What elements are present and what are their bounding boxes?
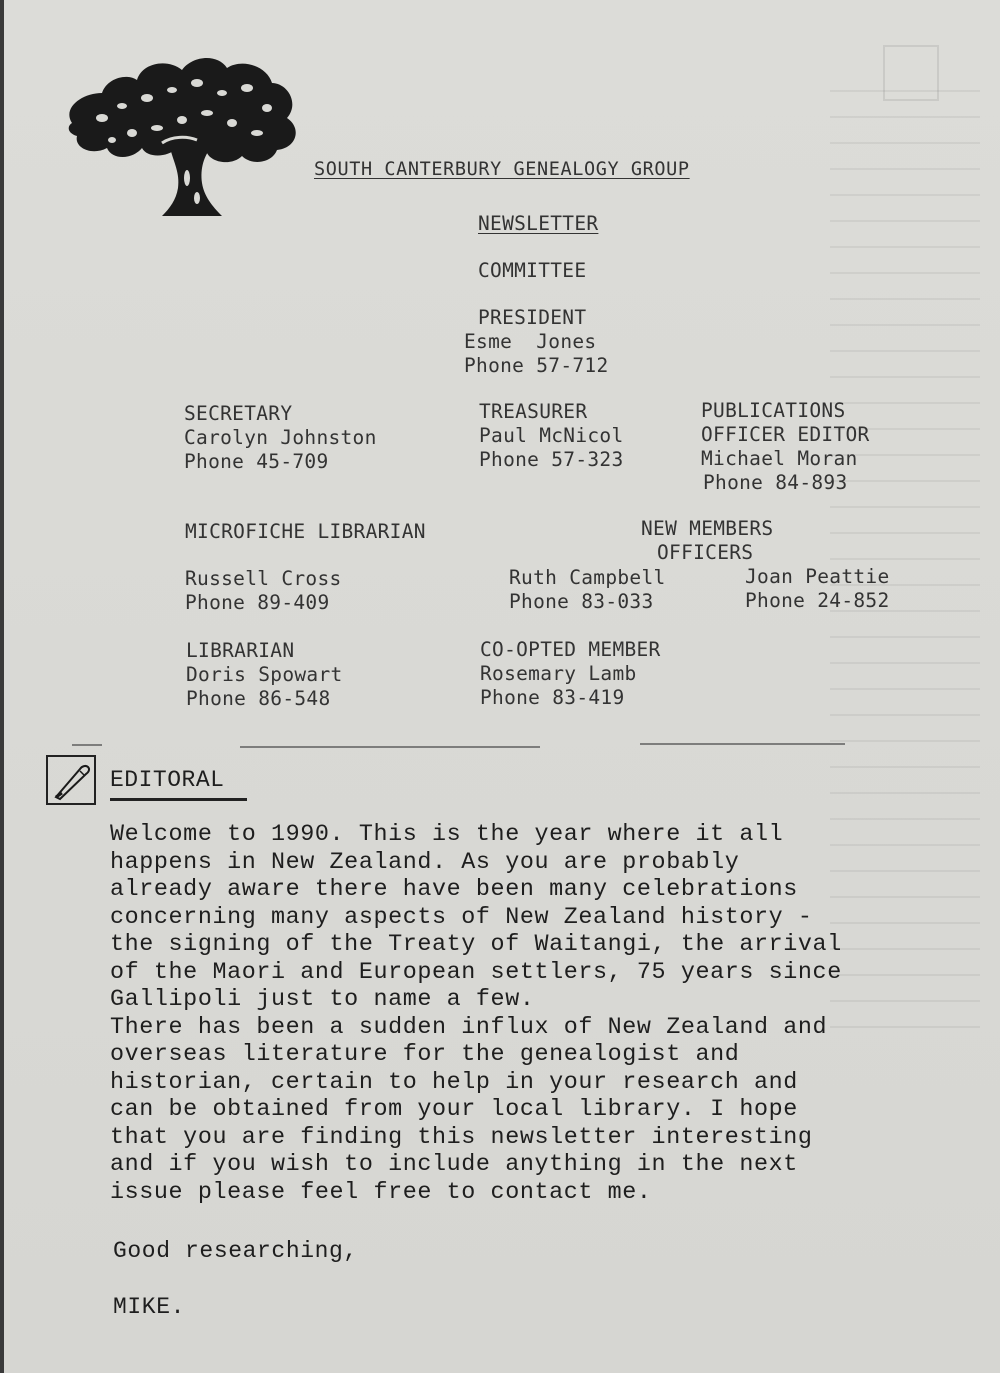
editorial-line: already aware there have been many celebrations — [110, 877, 798, 903]
publications-phone: Phone 84-893 — [703, 471, 848, 494]
editorial-line: overseas literature for the genealogist and — [110, 1042, 740, 1068]
editorial-line: issue please feel free to contact me. — [110, 1179, 652, 1206]
editorial-line: that you are finding this newsletter interesting — [110, 1124, 813, 1151]
section-divider — [240, 746, 540, 748]
publications-role-line2: OFFICER EDITOR — [701, 423, 870, 446]
librarian-role: LIBRARIAN — [186, 639, 295, 662]
secretary-role: SECRETARY — [184, 402, 293, 425]
treasurer-name: Paul McNicol — [479, 424, 624, 447]
treasurer-role: TREASURER — [479, 400, 588, 423]
committee-heading: COMMITTEE — [478, 259, 587, 282]
editorial-line: There has been a sudden influx of New Zealand and — [110, 1014, 828, 1041]
newsletter-heading: NEWSLETTER — [478, 212, 599, 235]
new-member-name: Ruth Campbell — [509, 566, 666, 589]
editorial-line: can be obtained from your local library. I hope — [110, 1097, 798, 1123]
new-members-role-line1: NEW MEMBERS — [641, 517, 774, 540]
librarian-name: Doris Spowart — [186, 663, 343, 686]
editorial-line: of the Maori and European settlers, 75 years since — [110, 959, 842, 986]
organization-title: SOUTH CANTERBURY GENEALOGY GROUP — [314, 159, 690, 180]
president-name: Esme Jones — [464, 330, 597, 353]
new-member-name: Joan Peattie — [745, 565, 890, 588]
new-member-phone: Phone 83-033 — [509, 590, 654, 613]
editorial-line: concerning many aspects of New Zealand history - — [110, 904, 813, 931]
treasurer-phone: Phone 57-323 — [479, 448, 624, 471]
new-member-phone: Phone 24-852 — [745, 589, 890, 612]
librarian-phone: Phone 86-548 — [186, 687, 331, 710]
editorial-line: the signing of the Treaty of Waitangi, the arrival — [110, 932, 842, 958]
publications-name: Michael Moran — [701, 447, 858, 470]
microfiche-name: Russell Cross — [185, 567, 342, 590]
editorial-heading: EDITORAL — [110, 767, 225, 793]
microfiche-role: MICROFICHE LIBRARIAN — [185, 520, 426, 543]
president-role: PRESIDENT — [478, 306, 587, 329]
section-divider — [640, 743, 845, 745]
section-divider — [72, 744, 102, 746]
editorial-line: and if you wish to include anything in the next — [110, 1152, 798, 1178]
page-edge-shadow — [0, 0, 4, 1373]
bleed-through-stamp — [883, 45, 939, 101]
new-members-role-line2: OFFICERS — [657, 541, 754, 564]
signature: MIKE. — [113, 1294, 186, 1320]
co-opted-role: CO-OPTED MEMBER — [480, 638, 661, 661]
editorial-body — [110, 822, 980, 1207]
co-opted-phone: Phone 83-419 — [480, 686, 625, 709]
publications-role-line1: PUBLICATIONS — [701, 399, 846, 422]
editorial-line: Welcome to 1990. This is the year where it all — [110, 822, 784, 848]
editorial-underline — [110, 798, 247, 801]
pen-icon — [46, 755, 96, 805]
microfiche-phone: Phone 89-409 — [185, 591, 330, 614]
editorial-line: Gallipoli just to name a few. — [110, 987, 535, 1013]
secretary-phone: Phone 45-709 — [184, 450, 329, 473]
co-opted-name: Rosemary Lamb — [480, 662, 637, 685]
editorial-line: historian, certain to help in your research and — [110, 1069, 798, 1096]
secretary-name: Carolyn Johnston — [184, 426, 377, 449]
closing-line: Good researching, — [113, 1238, 358, 1264]
editorial-line: happens in New Zealand. As you are probably — [110, 849, 740, 876]
president-phone: Phone 57-712 — [464, 354, 609, 377]
oak-tree-icon — [62, 48, 304, 220]
